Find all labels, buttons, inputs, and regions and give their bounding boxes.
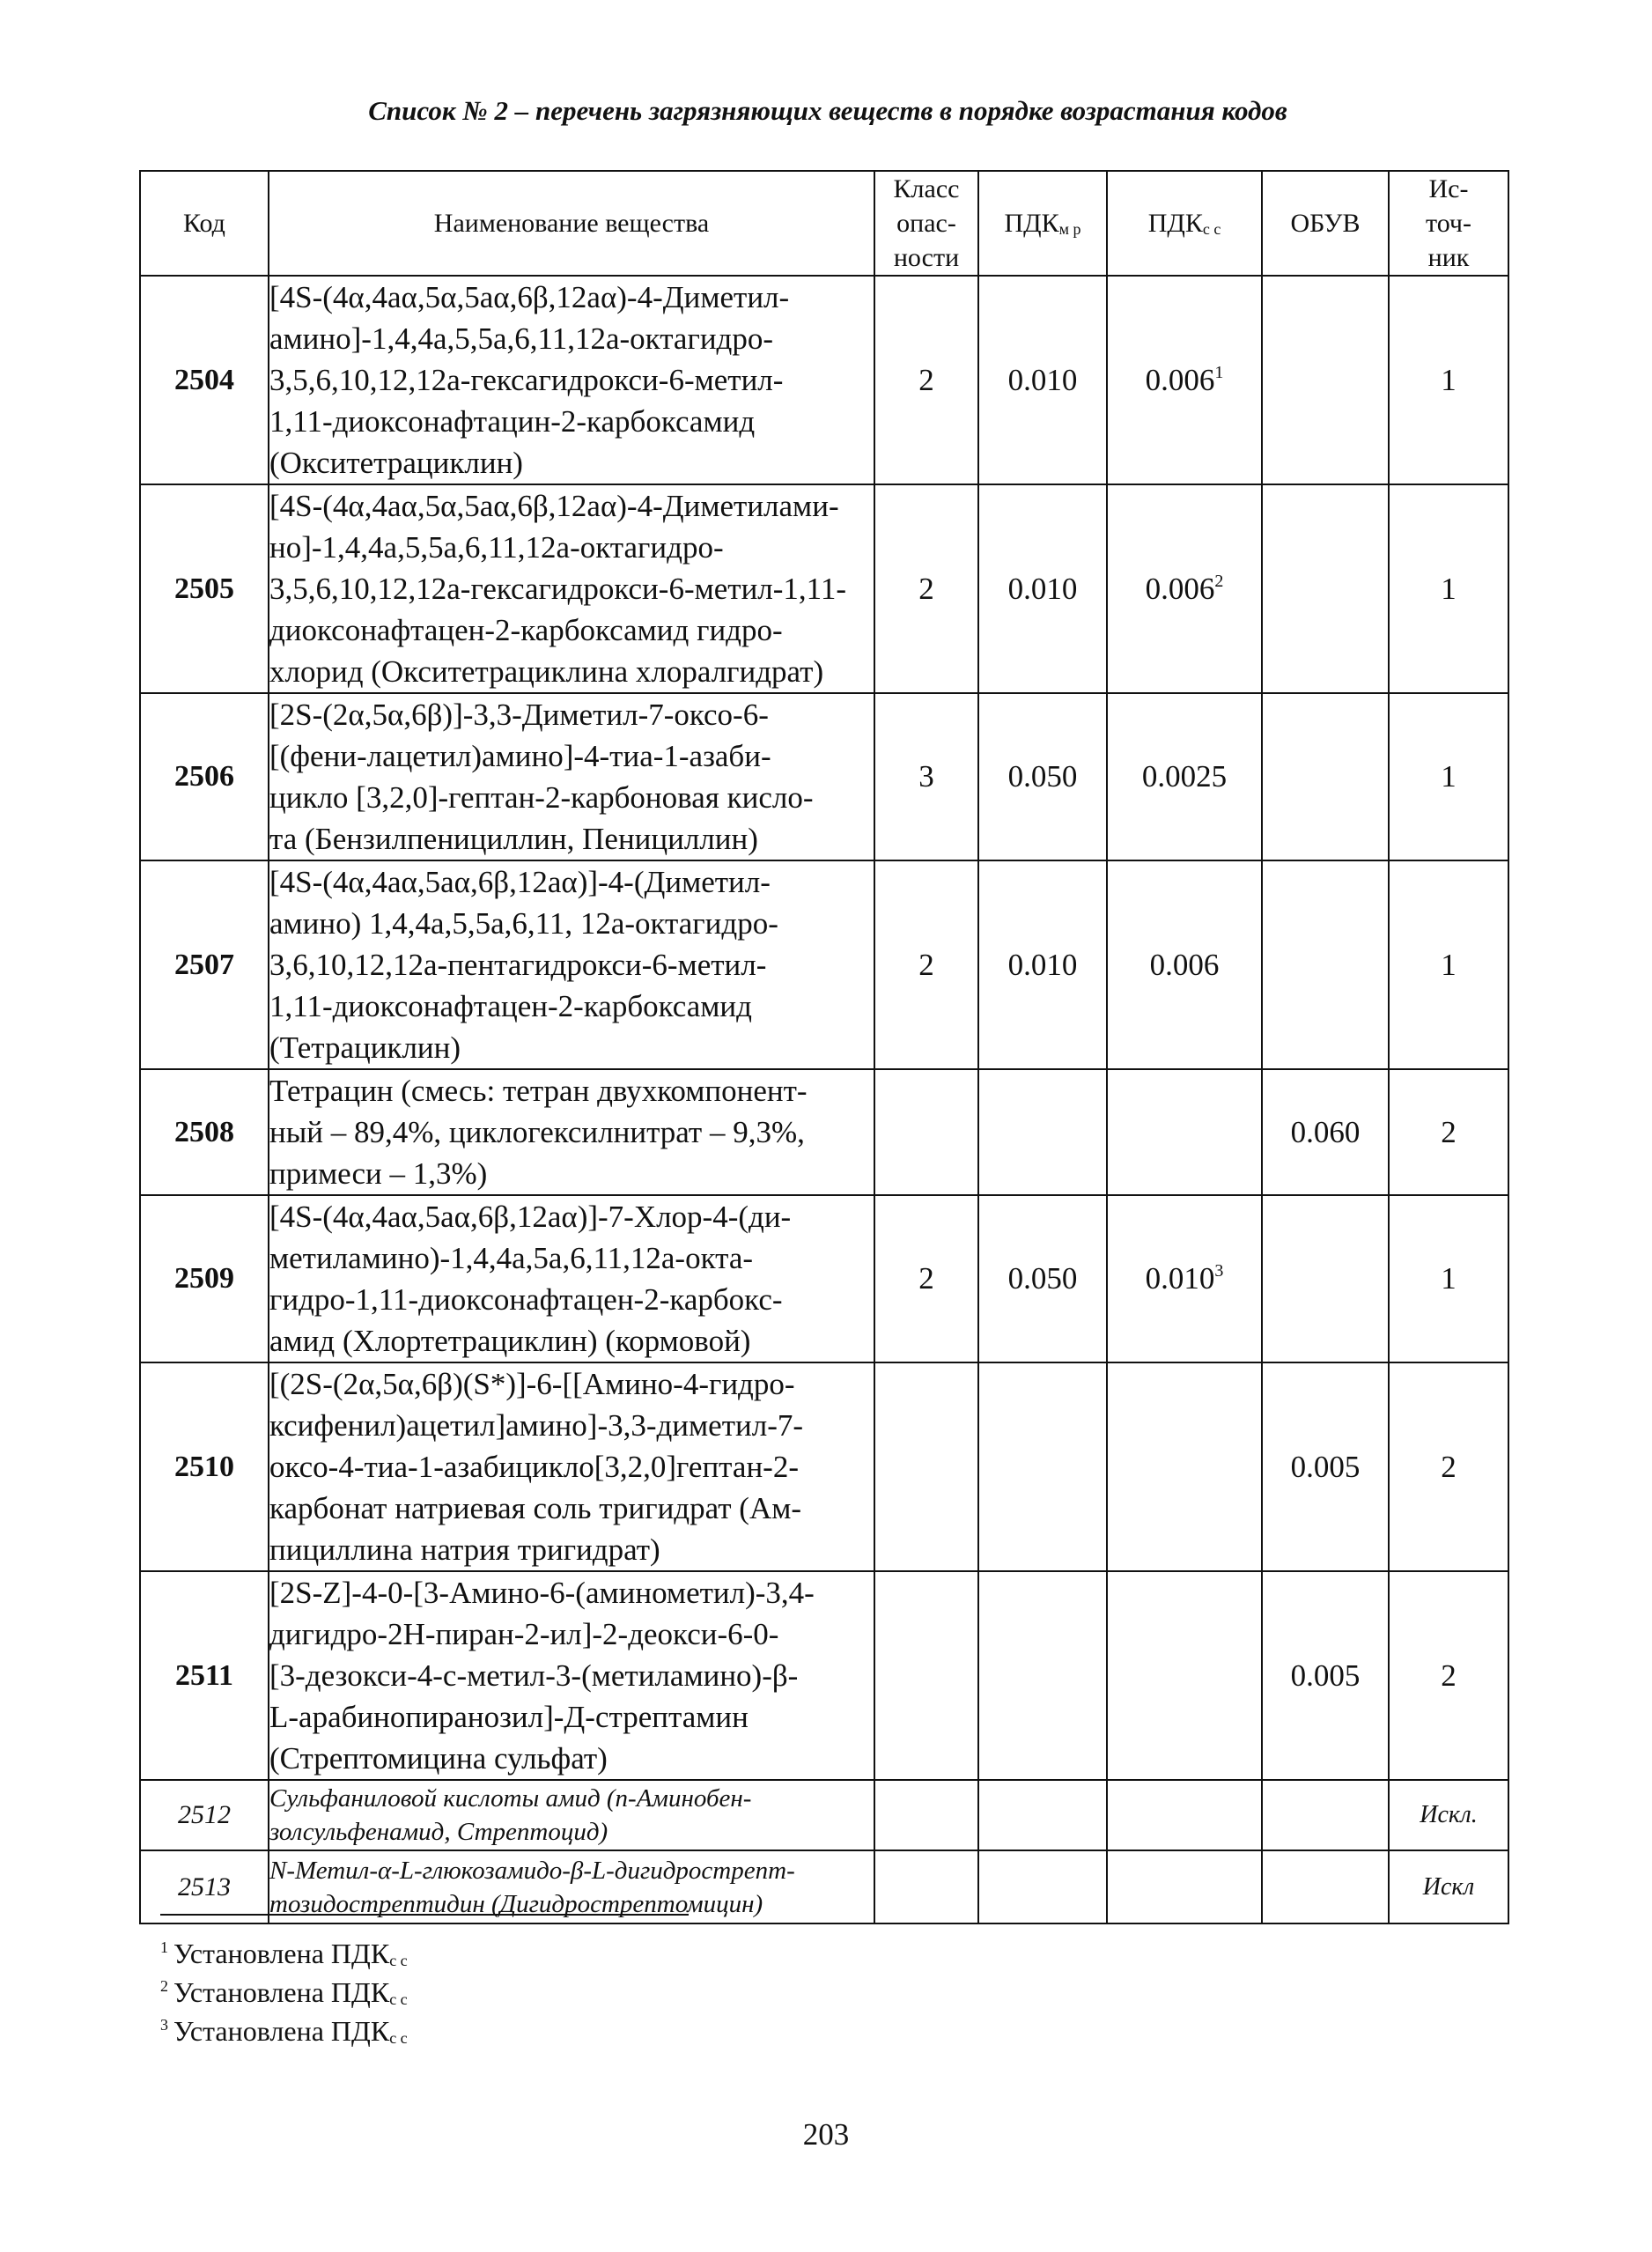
hazard-class: 2: [874, 860, 978, 1069]
source-value: 1: [1389, 276, 1508, 484]
table-row: [140, 693, 1508, 860]
pdk-ss-value: 0.006: [1145, 362, 1215, 397]
list-caption: Список № 2 – перечень загрязняющих веществ в порядке возрастания кодов: [368, 95, 1287, 126]
pdk-mr-value: [978, 1850, 1107, 1923]
pdk-ss-cell: [1107, 1195, 1262, 1362]
substance-name: [269, 484, 874, 693]
substance-name-line: N-Метил-α-L-глюкозамидо-β-L-дигидрострепт-: [269, 1856, 795, 1885]
table-row: [140, 1069, 1508, 1195]
obuv-value: [1262, 693, 1389, 860]
table-row: [140, 1195, 1508, 1362]
substance-name-line: Сульфаниловой кислоты амид (п-Аминобен-: [269, 1784, 752, 1813]
source-value: 1: [1389, 860, 1508, 1069]
header-source: Ис- точ- ник: [1389, 171, 1508, 276]
header-hazard-class: Класс опас- ности: [874, 171, 978, 276]
hazard-class: 2: [874, 1195, 978, 1362]
pdk-ss-cell: [1107, 1780, 1262, 1850]
substance-code: 2507: [140, 860, 269, 1069]
substance-code: 2506: [140, 693, 269, 860]
substance-name-line: Тетрацин (смесь: тетран двухкомпонент-: [269, 1074, 808, 1108]
pdk-mr-value: 0.010: [978, 484, 1107, 693]
source-value: 2: [1389, 1069, 1508, 1195]
substance-code: 2510: [140, 1362, 269, 1571]
obuv-value: [1262, 1850, 1389, 1923]
pdk-mr-value: 0.050: [978, 1195, 1107, 1362]
footnotes: [160, 1934, 408, 2050]
hazard-class: [874, 1571, 978, 1780]
substance-name-line: хлорид (Окситетрациклина хлоралгидрат): [269, 654, 824, 689]
substance-name-line: но]-1,4,4a,5,5a,6,11,12a-октагидро-: [269, 530, 724, 565]
header-name: Наименование вещества: [269, 171, 874, 276]
substance-name-line: 1,11-диоксонафтацен-2-карбоксамид: [269, 989, 752, 1023]
table-row: [140, 1362, 1508, 1571]
substance-name-line: [4S-(4α,4aα,5aα,6β,12aα)]-4-(Диметил-: [269, 865, 771, 899]
footnote-ref: 1: [1214, 362, 1224, 382]
substance-name-line: [4S-(4α,4aα,5α,5aα,6β,12aα)-4-Диметил-: [269, 280, 790, 314]
pdk-ss-value: 0.006: [1149, 947, 1220, 982]
substance-name: [269, 1362, 874, 1571]
substance-name-line: 3,5,6,10,12,12a-гексагидрокси-6-метил-: [269, 363, 784, 397]
substance-name: [269, 1195, 874, 1362]
substance-name-line: тозидострептидин (Дигидрострептомицин): [269, 1889, 763, 1918]
substance-name-line: [(2S-(2α,5α,6β)(S*)]-6-[[Амино-4-гидро-: [269, 1367, 795, 1401]
pdk-ss-cell: [1107, 1850, 1262, 1923]
substance-name-line: ный – 89,4%, циклогексилнитрат – 9,3%,: [269, 1115, 805, 1149]
obuv-value: 0.060: [1262, 1069, 1389, 1195]
substance-name-line: карбонат натриевая соль тригидрат (Ам-: [269, 1491, 802, 1525]
hazard-class: [874, 1850, 978, 1923]
substance-name-line: цикло [3,2,0]-гептан-2-карбоновая кисло-: [269, 780, 814, 815]
hazard-class: [874, 1780, 978, 1850]
substance-code: 2504: [140, 276, 269, 484]
substance-name-line: [2S-Z]-4-0-[3-Амино-6-(аминометил)-3,4-: [269, 1576, 815, 1610]
substance-name: [269, 276, 874, 484]
substance-name-line: 3,5,6,10,12,12a-гексагидрокси-6-метил-1,11-: [269, 572, 847, 606]
substance-name-line: пициллина натрия тригидрат): [269, 1532, 660, 1567]
pdk-mr-value: 0.050: [978, 693, 1107, 860]
pdk-mr-value: 0.010: [978, 276, 1107, 484]
page-number: 203: [802, 2117, 850, 2152]
substance-name-line: гидро-1,11-диоксонафтацен-2-карбокс-: [269, 1282, 783, 1317]
source-value: 1: [1389, 693, 1508, 860]
substances-table: [139, 170, 1509, 1924]
substance-name-line: (Окситетрациклин): [269, 446, 523, 480]
hazard-class: 3: [874, 693, 978, 860]
footnote: $^3$ Установлена $ПДК_{с с}$: [160, 2015, 408, 2047]
obuv-value: 0.005: [1262, 1362, 1389, 1571]
substance-name: [269, 693, 874, 860]
table-row: [140, 860, 1508, 1069]
table-row: [140, 1850, 1508, 1923]
source-value: Искл.: [1389, 1780, 1508, 1850]
substance-name-line: [2S-(2α,5α,6β)]-3,3-Диметил-7-оксо-6-: [269, 698, 769, 732]
substance-code: 2505: [140, 484, 269, 693]
table-header-row: [140, 171, 1508, 276]
footnote: $^1$ Установлена $ПДК_{с с}$: [160, 1938, 408, 1969]
substance-name-line: золсульфенамид, Стрептоцид): [269, 1818, 608, 1846]
pdk-ss-cell: [1107, 1362, 1262, 1571]
obuv-value: [1262, 276, 1389, 484]
footnote-ref: 2: [1214, 571, 1224, 591]
substance-name-line: амино]-1,4,4a,5,5a,6,11,12a-октагидро-: [269, 321, 774, 356]
pdk-ss-cell: [1107, 860, 1262, 1069]
pdk-ss-value: 0.010: [1145, 1261, 1215, 1296]
substance-code: 2508: [140, 1069, 269, 1195]
obuv-value: 0.005: [1262, 1571, 1389, 1780]
source-value: 2: [1389, 1362, 1508, 1571]
substance-name-line: примеси – 1,3%): [269, 1156, 488, 1191]
hazard-class: [874, 1362, 978, 1571]
substance-name-line: метиламино)-1,4,4a,5a,6,11,12a-окта-: [269, 1241, 754, 1275]
substance-name-line: та (Бензилпенициллин, Пенициллин): [269, 822, 758, 856]
substance-name-line: 3,6,10,12,12a-пентагидрокси-6-метил-: [269, 948, 767, 982]
source-value: 1: [1389, 1195, 1508, 1362]
pdk-ss-cell: [1107, 1069, 1262, 1195]
substance-name-line: [4S-(4α,4aα,5aα,6β,12aα)]-7-Хлор-4-(ди-: [269, 1200, 792, 1234]
header-code: Код: [140, 171, 269, 276]
source-value: Искл: [1389, 1850, 1508, 1923]
substance-name-line: амино) 1,4,4a,5,5a,6,11, 12a-октагидро-: [269, 906, 778, 941]
substance-name-line: оксо-4-тиа-1-азабицикло[3,2,0]гептан-2-: [269, 1450, 799, 1484]
obuv-value: [1262, 860, 1389, 1069]
substance-name: [269, 1069, 874, 1195]
header-pdk-mr: $ПДК_{м р}$: [978, 171, 1107, 276]
hazard-class: [874, 1069, 978, 1195]
pdk-ss-cell: [1107, 484, 1262, 693]
footnote-ref: 3: [1214, 1261, 1224, 1281]
substance-name: [269, 1780, 874, 1850]
substance-name: [269, 1571, 874, 1780]
pdk-mr-value: [978, 1571, 1107, 1780]
substance-name-line: [(фени-лацетил)амино]-4-тиа-1-азаби-: [269, 739, 771, 773]
header-pdk-ss: $ПДК_{с с}$: [1107, 171, 1262, 276]
substance-code: 2512: [140, 1780, 269, 1850]
pdk-mr-value: [978, 1780, 1107, 1850]
footnote-separator: [160, 1914, 689, 1916]
substance-name: [269, 860, 874, 1069]
pdk-ss-cell: [1107, 693, 1262, 860]
source-value: 1: [1389, 484, 1508, 693]
substance-name-line: ксифенил)ацетил]амино]-3,3-диметил-7-: [269, 1408, 804, 1443]
substance-name: [269, 1850, 874, 1923]
table-row: [140, 1780, 1508, 1850]
table-row: [140, 276, 1508, 484]
pdk-mr-value: [978, 1069, 1107, 1195]
substance-code: 2509: [140, 1195, 269, 1362]
header-obuv: ОБУВ: [1262, 171, 1389, 276]
pdk-ss-cell: [1107, 276, 1262, 484]
substance-name-line: дигидро-2H-пиран-2-ил]-2-деокси-6-0-: [269, 1617, 779, 1651]
substance-name-line: [4S-(4α,4aα,5α,5aα,6β,12aα)-4-Диметилами-: [269, 489, 839, 523]
obuv-value: [1262, 484, 1389, 693]
table-row: [140, 1571, 1508, 1780]
substance-code: 2513: [140, 1850, 269, 1923]
substance-name-line: диоксонафтацен-2-карбоксамид гидро-: [269, 613, 783, 647]
obuv-value: [1262, 1780, 1389, 1850]
substance-name-line: (Тетрациклин): [269, 1030, 461, 1065]
substance-name-line: амид (Хлортетрациклин) (кормовой): [269, 1324, 751, 1358]
pdk-ss-value: 0.0025: [1141, 759, 1228, 794]
substance-name-line: L-арабинопиранозил]-Д-стрептамин: [269, 1700, 749, 1734]
hazard-class: 2: [874, 484, 978, 693]
obuv-value: [1262, 1195, 1389, 1362]
pdk-ss-cell: [1107, 1571, 1262, 1780]
substance-name-line: 1,11-диоксонафтацин-2-карбоксамид: [269, 404, 756, 439]
pdk-mr-value: [978, 1362, 1107, 1571]
table-row: [140, 484, 1508, 693]
substance-name-line: [3-дезокси-4-с-метил-3-(метиламино)-β-: [269, 1658, 799, 1693]
source-value: 2: [1389, 1571, 1508, 1780]
pdk-mr-value: 0.010: [978, 860, 1107, 1069]
hazard-class: 2: [874, 276, 978, 484]
footnote: $^2$ Установлена $ПДК_{с с}$: [160, 1976, 408, 2008]
pdk-ss-value: 0.006: [1145, 571, 1215, 606]
substance-name-line: (Стрептомицина сульфат): [269, 1741, 608, 1776]
substance-code: 2511: [140, 1571, 269, 1780]
